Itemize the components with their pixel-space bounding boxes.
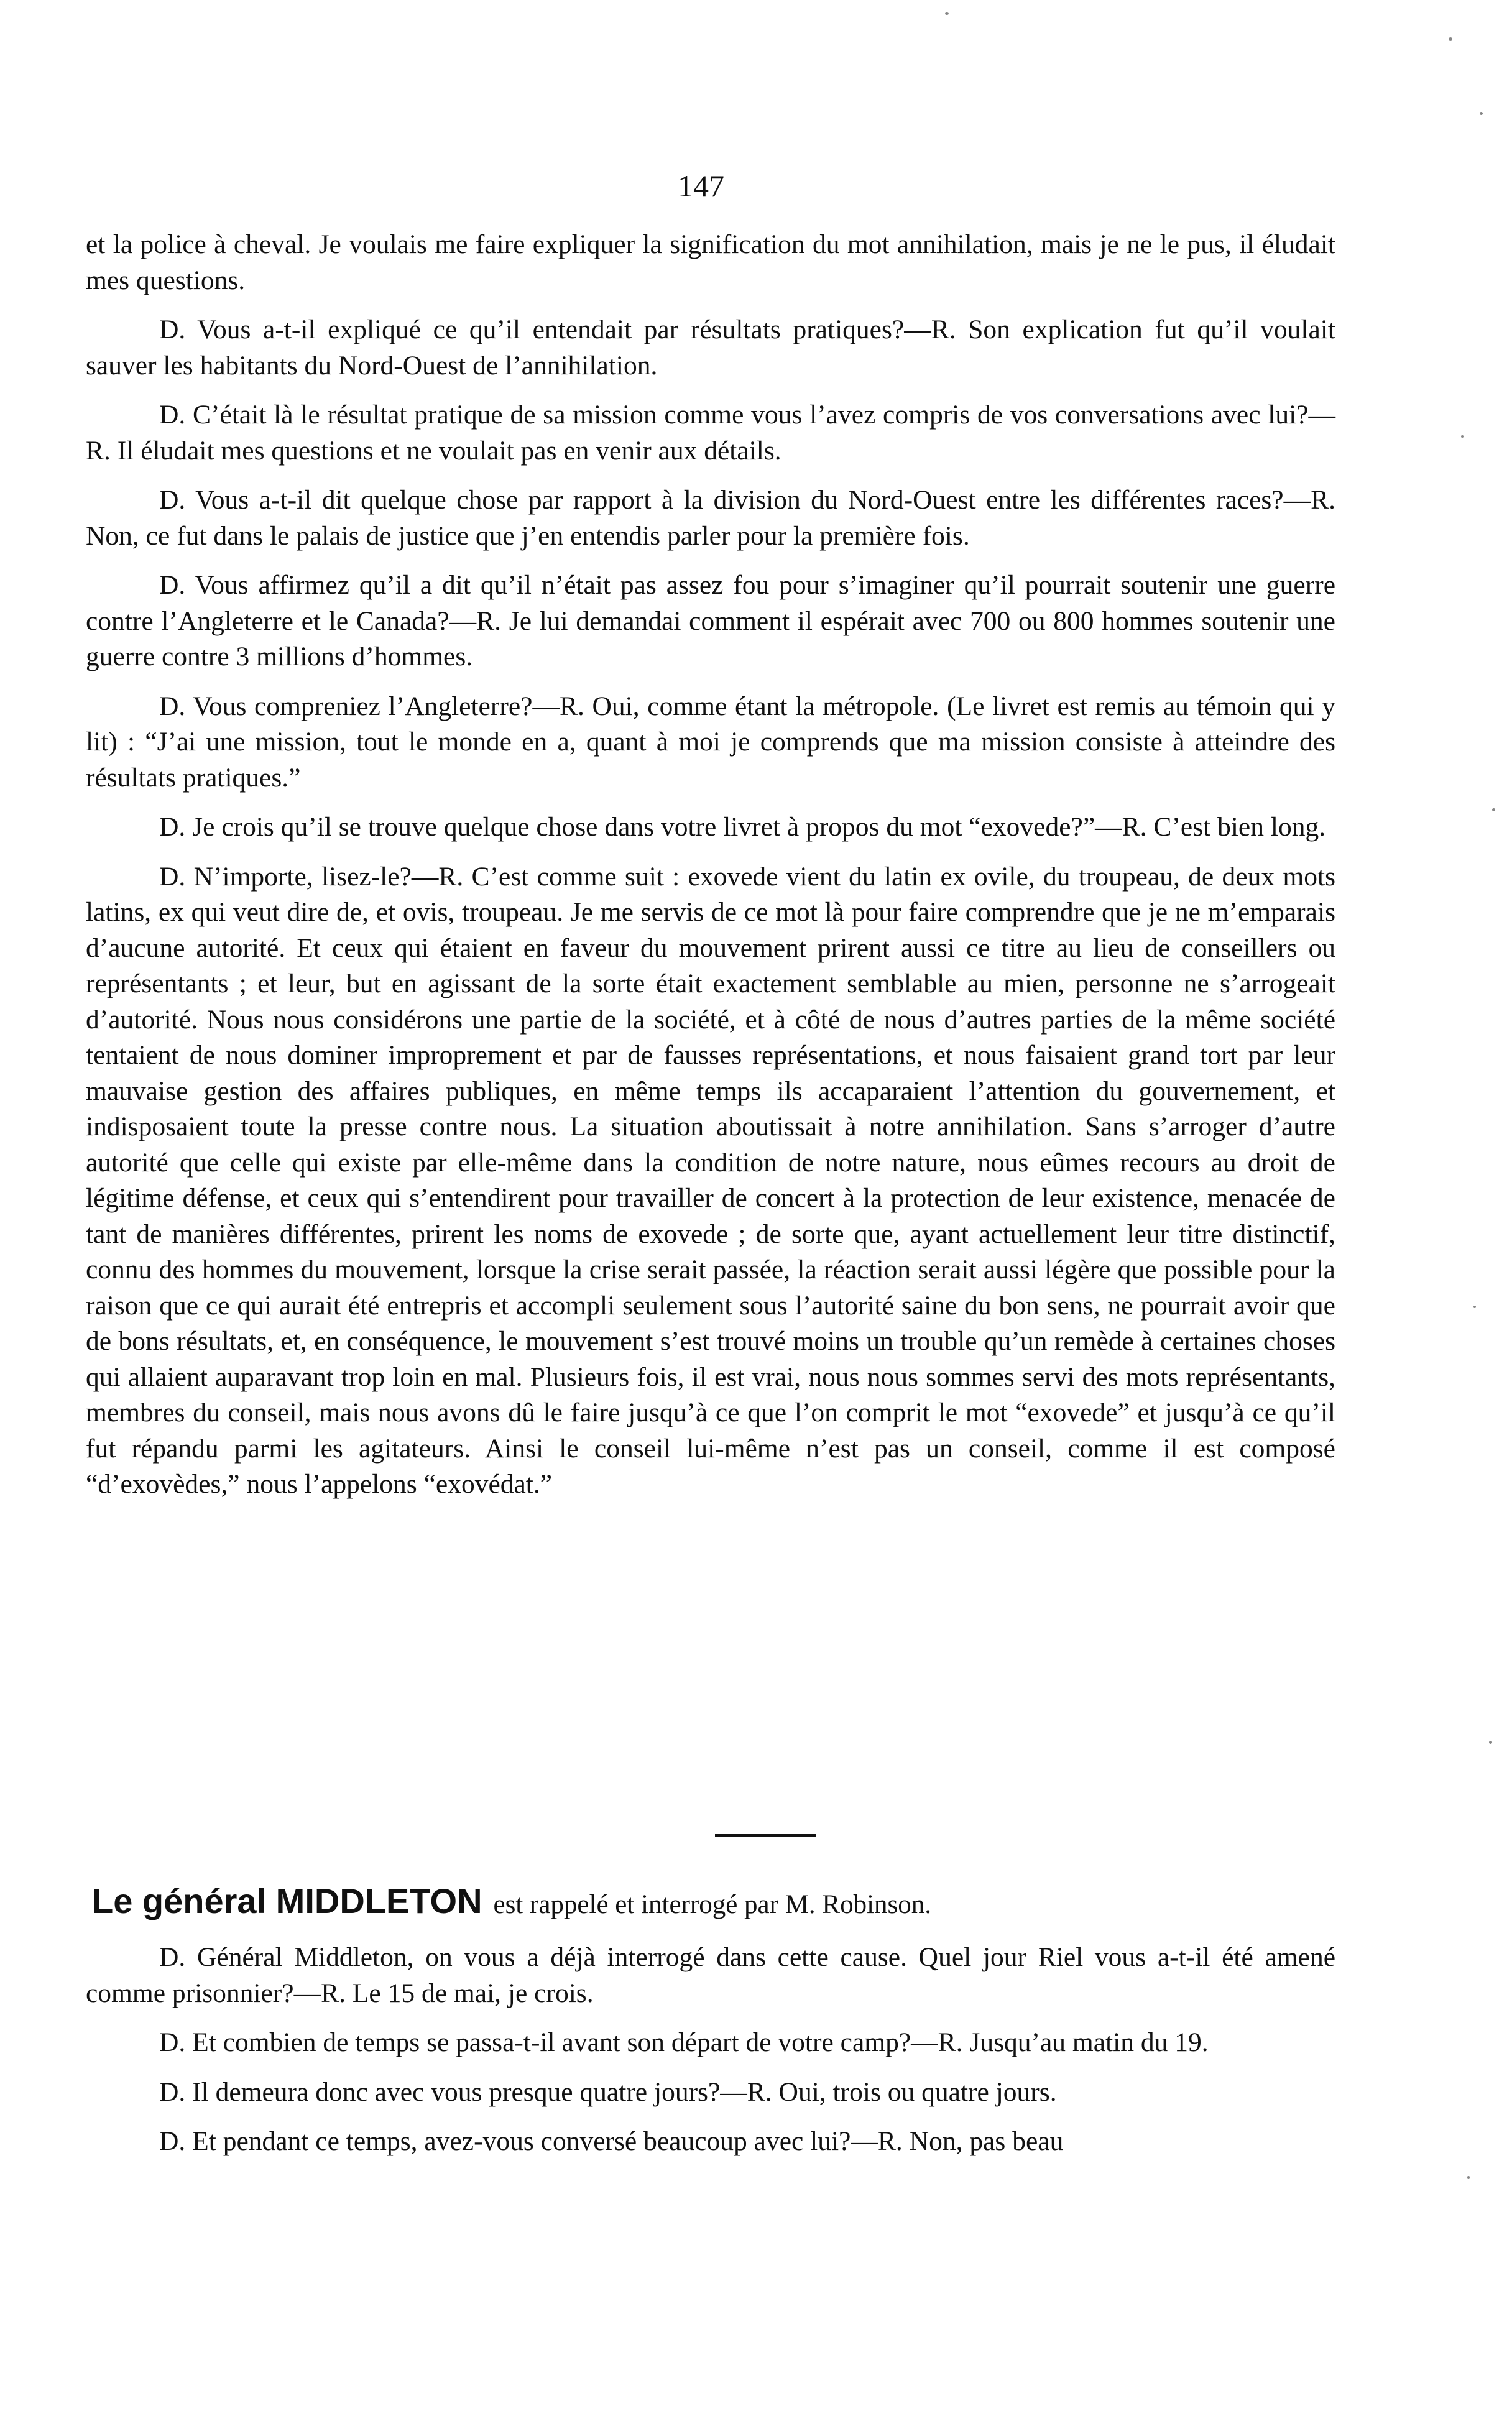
- paragraph: D. Et pendant ce temps, avez-vous conversé beaucoup avec lui?—R. Non, pas beau: [159, 2126, 1064, 2156]
- section-divider: [715, 1834, 816, 1837]
- scan-speck: [1461, 435, 1464, 438]
- paragraph: D. C’était là le résultat pratique de sa mission comme vous l’avez compris de vos conversations avec lui?—R. Il éludait mes questions et ne voulait pas en venir aux détails.: [86, 400, 1335, 466]
- paragraph: D. Vous compreniez l’Angleterre?—R. Oui, comme étant la métropole. (Le livret est remis au témoin qui y lit) : “J’ai une mission, tout le monde en a, quant à moi je comprends que ma mission consiste à atteindre des résultats pratiques.”: [86, 691, 1335, 793]
- paragraph: D. Vous affirmez qu’il a dit qu’il n’était pas assez fou pour s’imaginer qu’il pourrait soutenir une guerre contre l’Angleterre et le Canada?—R. Je lui demandai comment il espérait avec 700 ou 800 hommes soutenir une guerre contre 3 millions d’hommes.: [86, 570, 1335, 671]
- scan-speck: [945, 12, 949, 15]
- section-heading: [92, 1881, 1335, 1921]
- body-text: [86, 227, 1335, 1516]
- paragraph: D. Vous a-t-il expliqué ce qu’il entendait par résultats pratiques?—R. Son explication fut qu’il voulait sauver les habitants du Nord-Ouest de l’annihilation.: [86, 315, 1335, 380]
- scan-speck: [1492, 808, 1495, 811]
- paragraph: D. Je crois qu’il se trouve quelque chose dans votre livret à propos du mot “exovede?”—R. C’est bien long.: [159, 812, 1326, 842]
- scan-speck: [1449, 37, 1452, 41]
- paragraph: D. Vous a-t-il dit quelque chose par rapport à la division du Nord-Ouest entre les différentes races?—R. Non, ce fut dans le palais de justice que j’en entendis parler pour la première fois.: [86, 485, 1335, 551]
- heading-rest: est rappelé et interrogé par M. Robinson.: [493, 1890, 932, 1919]
- paragraph: et la police à cheval. Je voulais me faire expliquer la signification du mot annihilation, mais je ne le pus, il éludait mes questions.: [86, 229, 1335, 295]
- section-text: [86, 1940, 1335, 2174]
- scan-speck: [1467, 2176, 1470, 2179]
- paragraph: D. N’importe, lisez-le?—R. C’est comme suit : exovede vient du latin ex ovile, du troupeau, de deux mots latins, ex qui veut dire de, et ovis, troupeau. Je me servis de ce mot là pour faire comprendre que je ne m’emparais d’aucune autorité. Et ceux qui étaient en faveur du mouvement prirent aussi ce titre au lieu de conseillers ou représentants ; et leur, but en agissant de la sorte était exactement semblable au mien, personne ne s’arrogeait d’autorité. Nous nous considérons une partie de la société, et à côté de nous d’autres parties de la même société tentaient de nous dominer improprement et par de fausses représentations, et nous faisaient grand tort par leur mauvaise gestion des affaires publiques, en même temps ils accaparaient l’attention du gouvernement, et indisposaient toute la presse contre nous. La situation aboutissait à notre annihilation. Sans s’arroger d’autre autorité que celle qui existe par elle-même dans la condition de notre nature, nous eûmes recours au droit de légitime défense, et ceux qui s’entendirent pour travailler de concert à la protection de leur existence, menacée de tant de manières différentes, prirent les noms de exovede ; de sorte que, ayant actuellement leur titre distinctif, connu des hommes du mouvement, lorsque la crise serait passée, la réaction serait aussi légère que possible pour la raison que ce qui aurait été entrepris et accompli seulement sous l’autorité saine du bon sens, ne pourrait avoir que de bons résultats, et, en conséquence, le mouvement s’est trouvé moins un trouble qu’un remède à certaines choses qui allaient auparavant trop loin en mal. Plusieurs fois, il est vrai, nous nous sommes servi des mots représentants, membres du conseil, mais nous avons dû le faire jusqu’à ce que l’on comprit le mot “exovede” et jusqu’à ce qu’il fut répandu parmi les agitateurs. Ainsi le conseil lui-même n’est pas un conseil, comme il est composé “d’exovèdes,” nous l’appelons “exovédat.”: [86, 861, 1335, 1499]
- paragraph: D. Général Middleton, on vous a déjà interrogé dans cette cause. Quel jour Riel vous a-t-il été amené comme prisonnier?—R. Le 15 de mai, je crois.: [86, 1942, 1335, 2008]
- page-number: 147: [678, 168, 724, 203]
- paragraph: D. Et combien de temps se passa-t-il avant son départ de votre camp?—R. Jusqu’au matin du 19.: [159, 2027, 1209, 2057]
- paragraph: D. Il demeura donc avec vous presque quatre jours?—R. Oui, trois ou quatre jours.: [159, 2077, 1057, 2107]
- scan-speck: [1473, 1306, 1476, 1308]
- scan-speck: [1480, 112, 1483, 115]
- heading-name: Le général MIDDLETON: [92, 1881, 482, 1920]
- scan-speck: [1489, 1741, 1492, 1744]
